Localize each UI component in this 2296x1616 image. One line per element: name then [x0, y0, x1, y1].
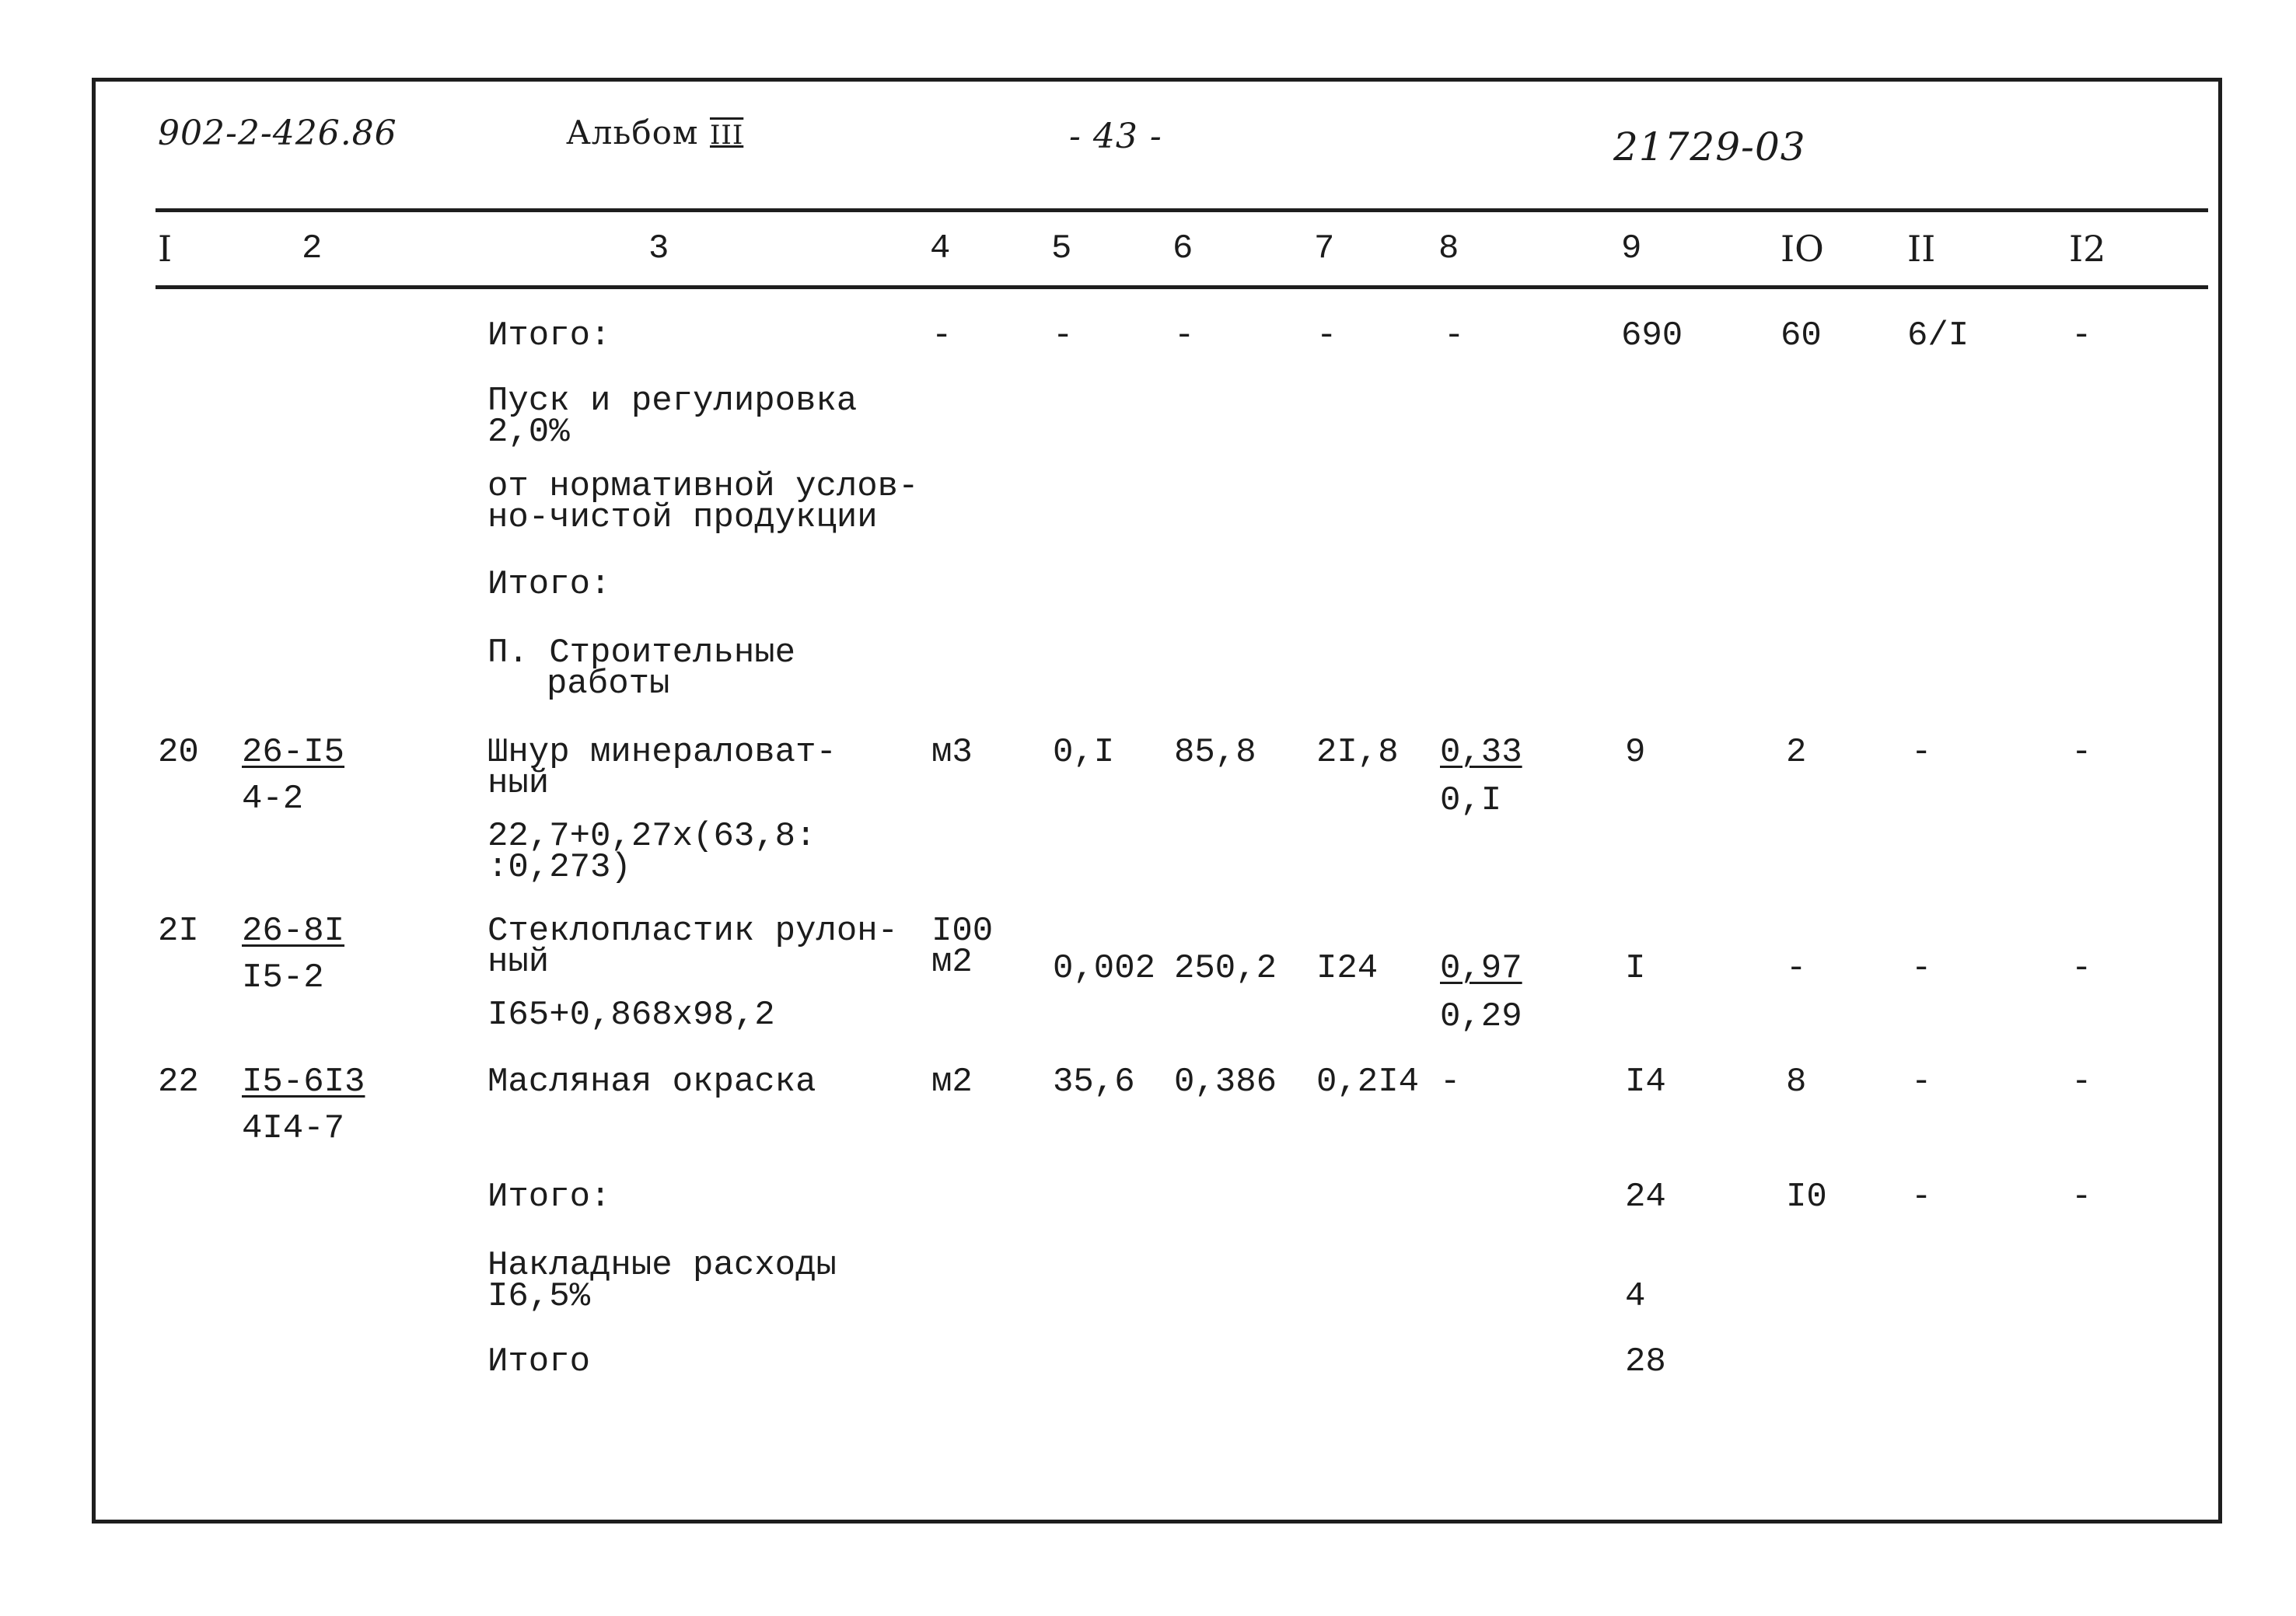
page-number: - 43 - [1069, 117, 1162, 156]
document-number: 21729-03 [1613, 124, 1806, 169]
r21-calc1: I65+0,868х98,2 [488, 996, 775, 1035]
r21-c10: - [1786, 949, 1807, 988]
col-header-10: IO [1781, 228, 1824, 270]
r20-c11: - [1911, 733, 1932, 772]
r22-c8: - [1440, 1063, 1461, 1101]
total1-c10: 60 [1781, 316, 1822, 355]
total3-c10: I0 [1786, 1178, 1827, 1216]
col-header-8: 8 [1438, 229, 1459, 268]
header-bottom-rule [156, 285, 2208, 289]
total1-c4: - [931, 316, 952, 355]
r21-c9: I [1625, 949, 1646, 988]
r22-c5: 35,6 [1053, 1063, 1135, 1101]
r21-c8-bottom: 0,29 [1440, 997, 1522, 1036]
total4-c9: 28 [1625, 1342, 1666, 1381]
r20-c12: - [2071, 733, 2092, 772]
col-header-11: II [1907, 228, 1936, 270]
r22-c11: - [1911, 1063, 1932, 1101]
album-number: III [709, 120, 744, 151]
col-header-7: 7 [1314, 229, 1335, 268]
r20-unit: м3 [931, 733, 973, 772]
r21-name1: Стеклопластик рулон- [488, 912, 899, 951]
r22-no: 22 [158, 1063, 199, 1101]
startup-line4: но-чистой продукции [488, 498, 878, 537]
overhead-c9: 4 [1625, 1277, 1646, 1316]
startup-line2: 2,0% [488, 413, 570, 452]
album-word: Альбом [566, 113, 699, 152]
col-header-4: 4 [930, 229, 951, 268]
total1-c11: 6/I [1907, 316, 1969, 355]
r20-c10: 2 [1786, 733, 1807, 772]
startup-line1: Пуск и регулировка [488, 382, 858, 421]
r22-c7: 0,2I4 [1316, 1063, 1420, 1101]
total4-label: Итого [488, 1342, 591, 1381]
r21-unit2: м2 [931, 943, 973, 982]
total1-c8: - [1444, 316, 1465, 355]
doc-code: 902-2-426.86 [158, 113, 397, 153]
r21-c7: I24 [1316, 949, 1379, 988]
r20-code-bottom: 4-2 [242, 780, 304, 818]
section-title-line2: работы [547, 665, 670, 703]
r22-name1: Масляная окраска [488, 1063, 816, 1101]
r21-code-top: 26-8I [242, 912, 345, 951]
header-top-rule [156, 208, 2208, 212]
r22-c10: 8 [1786, 1063, 1807, 1101]
r22-c9: I4 [1625, 1063, 1666, 1101]
r20-c9: 9 [1625, 733, 1646, 772]
r20-name2: ный [488, 764, 550, 803]
col-header-1: I [158, 228, 173, 270]
r20-calc2: :0,273) [488, 848, 631, 887]
total3-c11: - [1911, 1178, 1932, 1216]
r22-code-bottom: 4I4-7 [242, 1109, 345, 1148]
r21-c11: - [1911, 949, 1932, 988]
total1-c9: 690 [1621, 316, 1683, 355]
total3-c12: - [2071, 1178, 2092, 1216]
r22-code-top: I5-6I3 [242, 1063, 365, 1101]
col-header-6: 6 [1172, 229, 1193, 268]
total2-label: Итого: [488, 565, 611, 604]
r21-name2: ный [488, 943, 550, 982]
total3-label: Итого: [488, 1178, 611, 1216]
r20-c6: 85,8 [1174, 733, 1256, 772]
r21-no: 2I [158, 912, 199, 951]
total1-label: Итого: [488, 316, 611, 355]
startup-line3: от нормативной услов- [488, 467, 919, 506]
r21-c12: - [2071, 949, 2092, 988]
col-header-12: I2 [2069, 228, 2106, 270]
r22-c6: 0,386 [1174, 1063, 1277, 1101]
r20-c5: 0,I [1053, 733, 1115, 772]
total1-c7: - [1316, 316, 1337, 355]
r20-c8-bottom: 0,I [1440, 781, 1502, 820]
album-label [566, 113, 743, 152]
section-title-line1: П. Строительные [488, 633, 796, 672]
r21-unit1: I00 [931, 912, 994, 951]
col-header-3: 3 [648, 229, 669, 268]
r21-c6: 250,2 [1174, 949, 1277, 988]
r22-unit: м2 [931, 1063, 973, 1101]
total1-c12: - [2071, 316, 2092, 355]
total1-c5: - [1053, 316, 1074, 355]
r20-code-top: 26-I5 [242, 733, 345, 772]
overhead-line1: Накладные расходы [488, 1246, 837, 1285]
overhead-line2: I6,5% [488, 1277, 591, 1316]
col-header-9: 9 [1621, 229, 1642, 268]
r21-code-bottom: I5-2 [242, 958, 324, 997]
total1-c6: - [1174, 316, 1195, 355]
r21-c8-top: 0,97 [1440, 949, 1522, 988]
r20-calc1: 22,7+0,27х(63,8: [488, 817, 816, 856]
r20-no: 20 [158, 733, 199, 772]
col-header-2: 2 [302, 229, 323, 268]
total3-c9: 24 [1625, 1178, 1666, 1216]
r21-c5: 0,002 [1053, 949, 1156, 988]
r22-c12: - [2071, 1063, 2092, 1101]
r20-c7: 2I,8 [1316, 733, 1399, 772]
page-frame [92, 78, 2222, 1524]
r20-c8-top: 0,33 [1440, 733, 1522, 772]
r20-name1: Шнур минераловат- [488, 733, 837, 772]
col-header-5: 5 [1051, 229, 1072, 268]
